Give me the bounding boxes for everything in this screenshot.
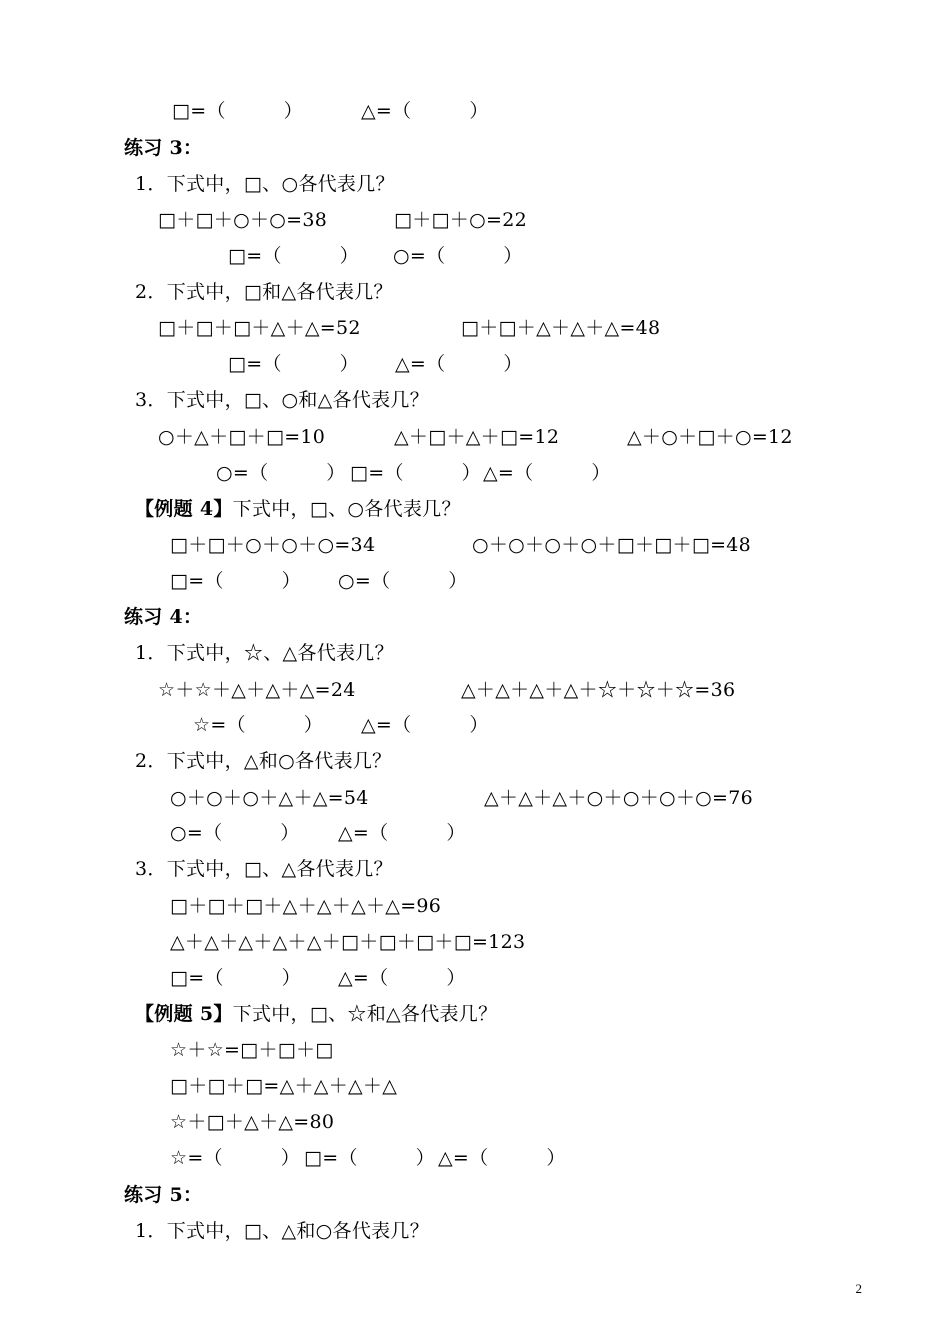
practice4-q1-question: 1．下式中，☆、△各代表几？ — [135, 642, 394, 664]
example5-answer-2: □=（ ） — [304, 1147, 435, 1169]
example5-label: 【例题 5】 — [135, 1003, 233, 1025]
practice4-q1-equation-1: ☆＋☆＋△＋△＋△=24 — [158, 679, 356, 701]
top-answer-square: □=（ ） — [172, 100, 303, 122]
practice4-q2-answer-2: △=（ ） — [338, 822, 466, 844]
example4-equation-2: ○＋○＋○＋○＋□＋□＋□=48 — [472, 534, 752, 556]
practice3-q3-question: 3．下式中，□、○和△各代表几？ — [135, 389, 430, 411]
practice4-q3-answer-2: △=（ ） — [338, 967, 466, 989]
practice3-q3-answer-1: ○=（ ） — [216, 462, 346, 484]
practice3-q3-equation-3: △＋○＋□＋○=12 — [627, 426, 793, 448]
example5-line — [135, 1002, 497, 1026]
practice4-heading: 练习 4： — [124, 606, 203, 628]
example5-question: 下式中，□、☆和△各代表几？ — [232, 1003, 498, 1025]
example5-answer-1: ☆=（ ） — [170, 1147, 301, 1169]
practice3-q1-equation-2: □＋□＋○=22 — [394, 209, 527, 231]
example4-equation-1: □＋□＋○＋○＋○=34 — [170, 534, 376, 556]
example4-answer-2: ○=（ ） — [338, 570, 468, 592]
practice3-q3-answer-3: △=（ ） — [483, 462, 611, 484]
example4-question: 下式中，□、○各代表几？ — [232, 498, 461, 520]
practice4-q2-equation-1: ○＋○＋○＋△＋△=54 — [170, 787, 369, 809]
practice3-q2-equation-2: □＋□＋△＋△＋△=48 — [461, 317, 661, 339]
practice4-q2-equation-2: △＋△＋△＋○＋○＋○＋○=76 — [484, 787, 754, 809]
example5-answer-3: △=（ ） — [438, 1147, 566, 1169]
practice5-heading: 练习 5： — [124, 1184, 203, 1206]
page-number: 2 — [855, 1281, 862, 1296]
practice3-q3-answer-2: □=（ ） — [350, 462, 481, 484]
practice4-q3-answer-1: □=（ ） — [170, 967, 301, 989]
practice3-q1-answer-2: ○=（ ） — [393, 245, 523, 267]
example4-label: 【例题 4】 — [135, 498, 233, 520]
top-answer-triangle: △=（ ） — [361, 100, 489, 122]
practice3-q1-answer-1: □=（ ） — [228, 245, 359, 267]
practice4-q3-question: 3．下式中，□、△各代表几？ — [135, 858, 393, 880]
practice4-q1-answer-1: ☆=（ ） — [193, 714, 324, 736]
practice4-q3-equation-1: □＋□＋□＋△＋△＋△＋△=96 — [170, 895, 442, 917]
practice4-q2-question: 2．下式中，△和○各代表几？ — [135, 750, 392, 772]
example5-equation-2: □＋□＋□=△＋△＋△＋△ — [170, 1075, 398, 1097]
practice3-q2-answer-1: □=（ ） — [228, 353, 359, 375]
example4-line — [135, 497, 461, 521]
example5-equation-1: ☆＋☆=□＋□＋□ — [170, 1039, 334, 1061]
practice4-q3-equation-2: △＋△＋△＋△＋△＋□＋□＋□＋□=123 — [170, 931, 526, 953]
practice3-q1-question: 1．下式中，□、○各代表几？ — [135, 173, 395, 195]
practice4-q2-answer-1: ○=（ ） — [170, 822, 300, 844]
practice3-q2-answer-2: △=（ ） — [395, 353, 523, 375]
practice5-q1-question: 1．下式中，□、△和○各代表几？ — [135, 1220, 430, 1242]
practice3-q1-equation-1: □＋□＋○＋○=38 — [158, 209, 328, 231]
practice3-q3-equation-1: ○＋△＋□＋□=10 — [158, 426, 326, 448]
practice3-q2-equation-1: □＋□＋□＋△＋△=52 — [158, 317, 361, 339]
practice4-q1-equation-2: △＋△＋△＋△＋☆＋☆＋☆=36 — [461, 679, 736, 701]
practice3-q2-question: 2．下式中，□和△各代表几？ — [135, 281, 393, 303]
practice4-q1-answer-2: △=（ ） — [361, 714, 489, 736]
practice3-heading: 练习 3： — [124, 137, 203, 159]
practice3-q3-equation-2: △＋□＋△＋□=12 — [394, 426, 560, 448]
example4-answer-1: □=（ ） — [170, 570, 301, 592]
example5-equation-3: ☆＋□＋△＋△=80 — [170, 1111, 335, 1133]
